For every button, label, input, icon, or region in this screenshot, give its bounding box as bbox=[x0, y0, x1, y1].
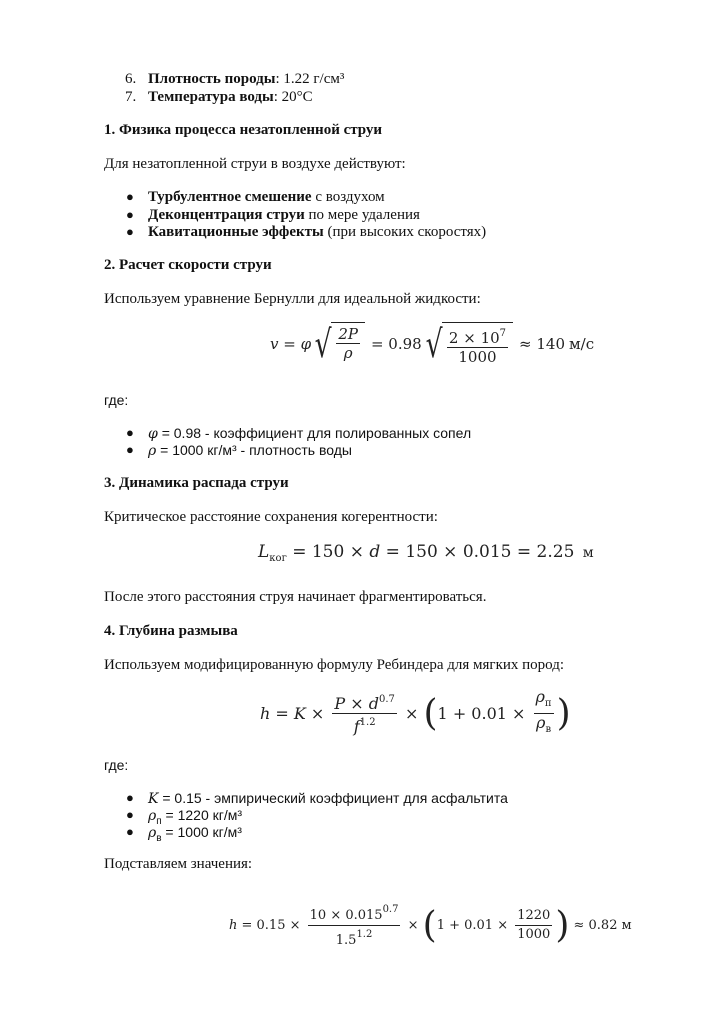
symbol-rho: ρ bbox=[536, 713, 546, 732]
where-label: где: bbox=[104, 392, 129, 408]
denominator bbox=[332, 713, 397, 736]
list-item-text: = 0.15 - эмпирический коэффициент для асфальтита bbox=[158, 790, 508, 806]
section-3-after: После этого расстояния струя начинает фрагментироваться. bbox=[104, 589, 487, 605]
rebinder-equation bbox=[260, 688, 571, 739]
right-paren: ) bbox=[555, 904, 570, 946]
bernoulli-equation bbox=[270, 322, 594, 366]
list-item-temperature bbox=[148, 88, 313, 106]
symbol-rho: ρ bbox=[148, 825, 157, 841]
list-item bbox=[148, 223, 486, 241]
list-item bbox=[148, 188, 385, 206]
eq-equals: = bbox=[270, 703, 294, 723]
symbol-P: P bbox=[334, 694, 346, 713]
symbol-L: L bbox=[258, 542, 270, 562]
left-paren: ( bbox=[423, 692, 438, 734]
exponent: 0.7 bbox=[382, 904, 399, 915]
list-item-label: Плотность породы bbox=[148, 71, 276, 87]
exponent: 1.2 bbox=[356, 929, 373, 940]
exponent: 0.7 bbox=[379, 694, 395, 705]
eq-unit: м bbox=[582, 545, 594, 561]
numerator bbox=[534, 688, 554, 713]
numerator-base: 2 × 10 bbox=[448, 329, 500, 347]
substitute-label: Подставляем значения: bbox=[104, 856, 253, 872]
bullet-icon: ● bbox=[126, 425, 134, 440]
section-4-intro: Используем модифицированную формулу Ребиндера для мягких пород: bbox=[104, 657, 565, 673]
section-4-heading: 4. Глубина размыва bbox=[104, 623, 238, 639]
symbol-K: K bbox=[148, 791, 159, 807]
bullet-icon: ● bbox=[126, 224, 134, 239]
exponent: 1.2 bbox=[359, 717, 376, 728]
eq-times: × bbox=[345, 694, 369, 713]
list-item-text: = 1220 кг/м³ bbox=[161, 807, 243, 823]
subscript: п bbox=[156, 816, 162, 827]
list-item-bold: Турбулентное смешение bbox=[148, 189, 312, 205]
bullet-icon: ● bbox=[126, 824, 134, 839]
sqrt-2 bbox=[422, 322, 513, 366]
radicand bbox=[331, 322, 365, 366]
symbol-phi: φ bbox=[148, 426, 158, 442]
right-paren: ) bbox=[556, 692, 571, 734]
sqrt-1 bbox=[311, 322, 365, 366]
paren-body: 1 + 0.01 × bbox=[437, 703, 531, 723]
subscript: п bbox=[544, 698, 552, 709]
eq-middle: = 0.98 bbox=[370, 335, 422, 353]
section-1-intro: Для незатопленной струи в воздухе действуют: bbox=[104, 156, 406, 172]
bullet-icon: ● bbox=[126, 442, 134, 457]
fraction bbox=[308, 901, 401, 950]
bullet-icon: ● bbox=[126, 790, 134, 805]
bullet-icon: ● bbox=[126, 807, 134, 822]
bullet-icon: ● bbox=[126, 189, 134, 204]
list-item bbox=[148, 206, 420, 224]
eq-tail: = 150 × 0.015 = 2.25 bbox=[380, 542, 575, 562]
section-2-intro: Используем уравнение Бернулли для идеальной жидкости: bbox=[104, 291, 481, 307]
section-3-heading: 3. Динамика распада струи bbox=[104, 475, 289, 491]
depth-result-equation bbox=[229, 901, 632, 950]
list-item-text: с воздухом bbox=[311, 189, 385, 205]
radical-icon: √ bbox=[314, 322, 332, 366]
eq-result: ≈ 0.82 bbox=[569, 917, 618, 933]
exponent: 7 bbox=[499, 328, 507, 339]
list-item bbox=[148, 823, 242, 848]
symbol-h: h bbox=[260, 703, 271, 723]
numerator: 2P bbox=[338, 325, 358, 343]
section-3-intro: Критическое расстояние сохранения когерентности: bbox=[104, 509, 438, 525]
subscript: ког bbox=[269, 553, 287, 564]
list-item-text: = 1000 кг/м³ bbox=[161, 824, 242, 840]
where-label: где: bbox=[104, 757, 129, 773]
numerator bbox=[447, 325, 508, 347]
eq-body: = 150 × bbox=[286, 542, 370, 562]
fraction bbox=[336, 325, 360, 362]
subscript: в bbox=[156, 833, 162, 844]
eq-unit: м/с bbox=[569, 335, 595, 353]
symbol-d: d bbox=[368, 694, 380, 713]
list-item-bold: Деконцентрация струи bbox=[148, 207, 305, 223]
list-item bbox=[148, 441, 352, 460]
list-number: 7. bbox=[125, 89, 137, 105]
denominator: 1000 bbox=[447, 347, 508, 366]
list-number: 6. bbox=[125, 71, 137, 87]
numerator-base: 10 × 0.015 bbox=[309, 908, 383, 923]
numerator bbox=[332, 691, 397, 713]
denominator bbox=[534, 713, 554, 739]
fraction bbox=[447, 325, 508, 366]
list-item-text: = 0.98 - коэффициент для полированных сопел bbox=[157, 425, 472, 441]
list-item-value: : 20°C bbox=[273, 89, 313, 105]
denominator-base: 1.5 bbox=[335, 933, 357, 948]
numerator: 1220 bbox=[517, 908, 551, 923]
section-2-heading: 2. Расчет скорости струи bbox=[104, 257, 272, 273]
coherence-equation bbox=[258, 543, 594, 568]
symbol-d: d bbox=[369, 542, 381, 562]
fraction bbox=[534, 688, 554, 739]
symbol-h: h bbox=[229, 917, 238, 933]
list-item-bold: Кавитационные эффекты bbox=[148, 224, 324, 240]
subscript: в bbox=[545, 724, 552, 735]
symbol-K: K bbox=[293, 703, 306, 723]
fraction bbox=[332, 691, 397, 736]
radicand bbox=[442, 322, 513, 366]
numerator bbox=[308, 901, 401, 925]
eq-lhs: v = φ bbox=[270, 335, 312, 353]
denominator bbox=[308, 925, 401, 950]
eq-times: × bbox=[305, 703, 330, 723]
list-item-text: (при высоких скоростях) bbox=[323, 224, 487, 240]
left-paren: ( bbox=[422, 904, 437, 946]
radical-icon: √ bbox=[425, 322, 443, 366]
fraction bbox=[515, 907, 552, 944]
eq-result: ≈ 140 bbox=[519, 335, 566, 353]
list-item-value: : 1.22 г/см³ bbox=[275, 71, 345, 87]
bullet-icon: ● bbox=[126, 207, 134, 222]
denominator: 1000 bbox=[517, 927, 551, 942]
eq-times: × bbox=[403, 917, 423, 933]
list-item-text: по мере удаления bbox=[304, 207, 420, 223]
symbol-rho: ρ bbox=[535, 687, 545, 706]
list-item-density bbox=[148, 70, 344, 88]
eq-unit: м bbox=[621, 917, 632, 933]
list-item-text: = 1000 кг/м³ - плотность воды bbox=[156, 442, 352, 458]
symbol-rho: ρ bbox=[148, 443, 157, 459]
symbol-rho: ρ bbox=[148, 808, 157, 824]
section-1-heading: 1. Физика процесса незатопленной струи bbox=[104, 122, 383, 138]
paren-body: 1 + 0.01 × bbox=[436, 917, 513, 933]
list-item-label: Температура воды bbox=[148, 89, 274, 105]
eq-times: × bbox=[399, 703, 424, 723]
symbol-f: f bbox=[353, 717, 360, 736]
denominator: ρ bbox=[336, 343, 360, 362]
eq-lhs: = 0.15 × bbox=[237, 917, 305, 933]
